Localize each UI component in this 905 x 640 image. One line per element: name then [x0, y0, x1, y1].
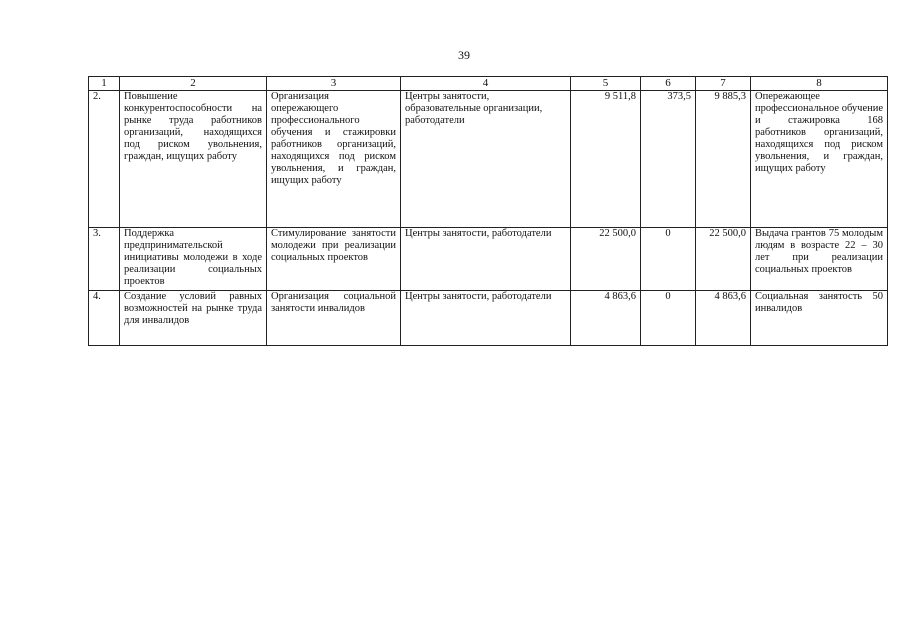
- activity-cell: Стимулирование занятости молодежи при реализации социальных проектов: [267, 228, 401, 291]
- executors-cell: Центры занятости, образовательные организации, работодатели: [401, 91, 571, 228]
- activity-cell: Организация опережающего профессионального обучения и стажировки работников организаций, находящихся под риском увольнения, и граждан, ищущих работу: [267, 91, 401, 228]
- table-row: [89, 291, 888, 346]
- result-cell: Социальная занятость 50 инвалидов: [751, 291, 888, 346]
- value-cell-7: 22 500,0: [696, 228, 751, 291]
- column-header: 5: [571, 77, 641, 91]
- column-header: 6: [641, 77, 696, 91]
- table-row: [89, 91, 888, 228]
- column-header: 8: [751, 77, 888, 91]
- table-row: [89, 228, 888, 291]
- executors-cell: Центры занятости, работодатели: [401, 228, 571, 291]
- value-cell-5: 22 500,0: [571, 228, 641, 291]
- row-number: 2.: [89, 91, 120, 228]
- result-cell: Выдача грантов 75 молодым людям в возрасте 22 – 30 лет при реализации социальных проектов: [751, 228, 888, 291]
- measure-cell: Повышение конкурентоспособности на рынке труда работников организаций, находящихся под риском увольнения, граждан, ищущих работу: [120, 91, 267, 228]
- column-header: 3: [267, 77, 401, 91]
- row-number: 4.: [89, 291, 120, 346]
- measure-cell: Создание условий равных возможностей на рынке труда для инвалидов: [120, 291, 267, 346]
- value-cell-7: 9 885,3: [696, 91, 751, 228]
- column-header: 2: [120, 77, 267, 91]
- column-header: 7: [696, 77, 751, 91]
- value-cell-6: 373,5: [641, 91, 696, 228]
- value-cell-5: 4 863,6: [571, 291, 641, 346]
- result-cell: Опережающее профессиональное обучение и стажировка 168 работников организаций, находящихся под риском увольнения, и граждан, ищущих работу: [751, 91, 888, 228]
- value-cell-5: 9 511,8: [571, 91, 641, 228]
- value-cell-7: 4 863,6: [696, 291, 751, 346]
- measure-cell: Поддержка предпринимательской инициативы молодежи в ходе реализации социальных проектов: [120, 228, 267, 291]
- column-header: 4: [401, 77, 571, 91]
- table-header-row: [89, 77, 888, 91]
- page-number: 39: [458, 48, 470, 62]
- column-header: 1: [89, 77, 120, 91]
- program-table: [88, 76, 888, 346]
- executors-cell: Центры занятости, работодатели: [401, 291, 571, 346]
- activity-cell: Организация социальной занятости инвалидов: [267, 291, 401, 346]
- value-cell-6: 0: [641, 291, 696, 346]
- value-cell-6: 0: [641, 228, 696, 291]
- row-number: 3.: [89, 228, 120, 291]
